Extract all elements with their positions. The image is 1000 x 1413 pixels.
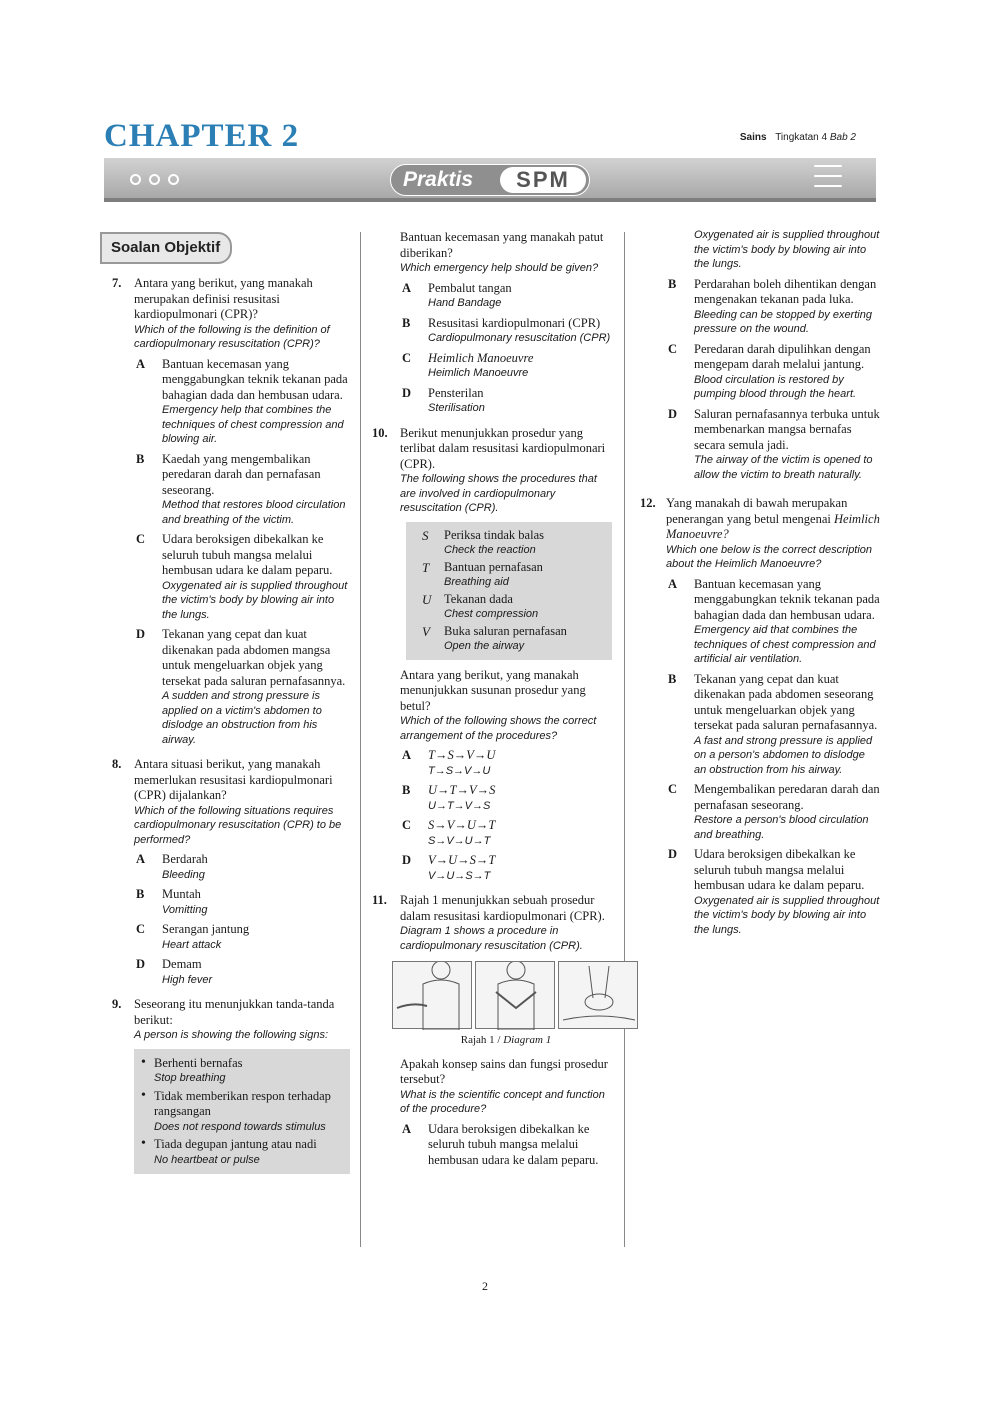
banner-dots [130, 174, 179, 185]
question-text-ms-main: Yang manakah di bawah merupakan penerangan yang betul mengenai [666, 496, 848, 526]
option-a-continued[interactable] [666, 228, 880, 272]
option-text-en: Restore a person's blood circulation and breathing. [694, 814, 869, 841]
option-d[interactable] [400, 853, 612, 883]
sign-text-ms: • Tiada degupan jantung atau nadi [154, 1137, 317, 1151]
option-a[interactable] [400, 748, 612, 778]
step-text-ms: Buka saluran pernafasan [444, 623, 567, 638]
option-text-en: Blood circulation is restored by pumping blood through the heart. [694, 373, 857, 400]
option-text-ms: Saluran pernafasannya terbuka untuk membenarkan mangsa bernafas secara semula jadi. [694, 406, 880, 452]
option-letter: C [136, 532, 146, 546]
cpr-diagram [392, 961, 640, 1029]
option-text-en: Heimlich Manoeuvre [428, 367, 529, 379]
option-text-en: S→V→U→T [428, 834, 491, 847]
option-letter: C [668, 341, 678, 356]
question-number: 9. [112, 997, 122, 1011]
option-text-en: Oxygenated air is supplied throughout the victim's body by blowing air into the lungs. [162, 579, 348, 621]
option-text-ms: Pembalut tangan [428, 280, 512, 295]
sign-text-ms: • Berhenti bernafas [154, 1055, 243, 1070]
option-letter: B [402, 315, 411, 330]
step-letter: S [422, 527, 429, 543]
section-title: Soalan Objektif [100, 232, 232, 264]
question-ask-ms: Apakah konsep sains dan fungsi prosedur tersebut? [400, 1056, 608, 1086]
option-letter: A [402, 1121, 412, 1136]
option-letter: B [668, 671, 677, 686]
option-letter: B [136, 451, 145, 466]
option-a[interactable] [134, 357, 350, 447]
option-text-en: Vomitting [162, 903, 208, 916]
diagram-panel-check-icon [392, 961, 472, 1029]
option-text-ms: Udara beroksigen dibekalkan ke seluruh tubuh mangsa melalui hembusan udara ke dalam peparu. [162, 532, 333, 577]
question-text-ms: Berikut menunjukkan prosedur yang terlibat dalam resusitasi kardiopulmonari (CPR). [400, 425, 606, 471]
option-text-ms: Tekanan yang cepat dan kuat dikenakan pada abdomen mangsa untuk mengeluarkan objek yang tersekat pada saluran pernafasannya. [162, 627, 346, 688]
spm-label: SPM [500, 167, 586, 193]
question-text-ms: Antara yang berikut, yang manakah merupakan definisi resusitasi kardiopulmonari (CPR)? [134, 276, 313, 321]
option-letter: C [402, 350, 412, 365]
signs-box [134, 1049, 350, 1175]
option-b[interactable] [134, 452, 350, 528]
option-text-ms: U→T→V→S [428, 783, 496, 797]
option-text-ms: Resusitasi kardiopulmonari (CPR) [428, 315, 601, 330]
column-divider [624, 232, 625, 1247]
step-text-en: Open the airway [444, 640, 525, 652]
diagram-panel-position-icon [475, 961, 555, 1029]
praktis-label: Praktis [403, 168, 474, 191]
question-9-continued [372, 230, 612, 416]
column-1 [112, 276, 350, 1184]
question-number: 11. [372, 893, 387, 907]
question-11 [372, 893, 612, 1168]
question-ask-ms: Bantuan kecemasan yang manakah patut diberikan? [400, 230, 604, 260]
option-text-ms: Tekanan yang cepat dan kuat dikenakan pada abdomen seseorang untuk mengeluarkan objek yang tersekat pada saluran pernafasannya. [694, 671, 878, 732]
option-c[interactable] [134, 532, 350, 622]
sign-item [154, 1056, 342, 1086]
option-text-ms: V→U→S→T [428, 853, 496, 867]
option-text-en: Cardiopulmonary resuscitation (CPR) [428, 332, 611, 344]
option-text-ms: Peredaran darah dipulihkan dengan mengepam darah melalui jantung. [694, 341, 871, 371]
step-text-en: Check the reaction [444, 544, 536, 556]
question-ask-en: What is the scientific concept and function of the procedure? [400, 1088, 605, 1115]
option-d[interactable] [134, 627, 350, 747]
step-text-en: Chest compression [444, 608, 539, 620]
page-number: 2 [482, 1279, 488, 1293]
option-text-ms: Berdarah [162, 852, 208, 866]
question-8 [112, 757, 350, 987]
option-letter: C [136, 922, 146, 936]
caption-en: Diagram 1 [503, 1034, 552, 1046]
sign-item [154, 1089, 342, 1135]
option-letter: D [402, 385, 412, 400]
option-letter: A [402, 280, 412, 295]
question-ask-en: Which of the following shows the correct arrangement of the procedures? [400, 715, 597, 742]
question-text-ms: Rajah 1 menunjukkan sebuah prosedur dalam resusitasi kardiopulmonari (CPR). [400, 893, 605, 923]
question-11-continued [640, 228, 880, 482]
option-text-ms: Perdarahan boleh dihentikan dengan mengenakan tekanan pada luka. [694, 276, 877, 306]
option-text-en: U→T→V→S [428, 799, 491, 812]
option-a[interactable] [134, 852, 350, 882]
option-text-ms: Demam [162, 957, 202, 971]
praktis-spm-badge [390, 164, 590, 196]
option-text-en: Oxygenated air is supplied throughout the victim's body by blowing air into the lungs. [694, 229, 880, 270]
option-d[interactable] [400, 386, 612, 416]
praktis-spm-banner [104, 158, 876, 202]
option-letter: A [136, 356, 146, 371]
question-text-en: Which one below is the correct description about the Heimlich Manoeuvre? [666, 543, 873, 570]
option-text-en: Heart attack [162, 938, 222, 951]
question-ask-ms: Antara yang berikut, yang manakah menunjukkan susunan prosedur yang betul? [400, 667, 586, 713]
option-text-ms: Bantuan kecemasan yang menggabungkan teknik tekanan pada bahagian dada dan hembusan udara. [694, 576, 880, 622]
option-text-en: Hand Bandage [428, 297, 502, 309]
option-text-ms: Mengembalikan peredaran darah dan pernafasan seseorang. [694, 782, 880, 812]
option-d[interactable] [666, 847, 880, 937]
option-text-en: Emergency help that combines the techniques of chest compression and blowing air. [162, 404, 344, 445]
question-7 [112, 276, 350, 747]
question-text-en: Diagram 1 shows a procedure in cardiopulmonary resuscitation (CPR). [400, 925, 583, 952]
question-text-ms: Antara situasi berikut, yang manakah memerlukan resusitasi kardiopulmonari (CPR) dijalankan? [134, 757, 333, 802]
option-letter: C [668, 782, 678, 796]
step-letter: U [422, 591, 432, 607]
option-text-ms: Kaedah yang mengembalikan peredaran darah dan pernafasan seseorang. [162, 451, 321, 497]
step-text-ms: Bantuan pernafasan [444, 559, 543, 574]
option-text-en: Oxygenated air is supplied throughout the victim's body by blowing air into the lungs. [694, 894, 880, 936]
procedure-step [416, 528, 606, 558]
diagram-panel-compression-icon [558, 961, 638, 1029]
option-text-en: Method that restores blood circulation and breathing of the victim. [162, 499, 346, 526]
question-number: 7. [112, 276, 122, 290]
question-9 [112, 997, 350, 1174]
option-letter: A [402, 748, 412, 762]
option-c[interactable] [666, 782, 880, 842]
option-b[interactable] [134, 887, 350, 917]
question-text-ms: Seseorang itu menunjukkan tanda-tanda berikut: [134, 997, 335, 1027]
option-d[interactable] [666, 407, 880, 483]
question-number: 8. [112, 757, 122, 771]
question-12 [640, 496, 880, 937]
option-a[interactable] [400, 1122, 612, 1169]
option-text-en: Emergency aid that combines the techniques of chest compression and artificial air ventilation. [694, 624, 876, 665]
sign-text-en: Does not respond towards stimulus [154, 1120, 326, 1133]
question-text-en: A person is showing the following signs: [134, 1029, 329, 1041]
question-text-ms-italic: Heimlich Manoeuvre? [666, 511, 880, 541]
option-c[interactable] [134, 922, 350, 952]
question-text-ms [666, 496, 880, 543]
step-letter: V [422, 623, 430, 639]
option-b[interactable] [666, 672, 880, 778]
dot-icon [149, 174, 160, 185]
option-text-ms: Udara beroksigen dibekalkan ke seluruh tubuh mangsa melalui hembusan udara ke dalam peparu. [694, 847, 865, 892]
question-number: 12. [640, 496, 656, 510]
step-text-en: Breathing aid [444, 576, 509, 588]
step-text-ms: Tekanan dada [444, 591, 513, 606]
option-b[interactable] [400, 316, 612, 346]
option-letter: A [668, 576, 678, 591]
question-text-en: The following shows the procedures that are involved in cardiopulmonary resuscitation (CPR). [400, 473, 597, 514]
option-a[interactable] [666, 577, 880, 667]
option-c[interactable] [666, 342, 880, 402]
option-letter: B [136, 887, 145, 901]
option-b[interactable] [666, 277, 880, 337]
option-letter: D [136, 627, 146, 641]
option-letter: B [668, 276, 677, 291]
option-letter: D [668, 406, 678, 421]
menu-lines-icon [814, 165, 842, 195]
option-text-ms: Serangan jantung [162, 922, 250, 936]
question-ask-en: Which emergency help should be given? [400, 262, 599, 274]
option-a[interactable] [400, 281, 612, 311]
option-text-ms: Pensterilan [428, 385, 484, 400]
option-letter: D [668, 847, 678, 861]
header-subject [740, 132, 856, 143]
option-letter: D [136, 957, 146, 971]
procedure-step [416, 560, 606, 590]
option-text-ms: S→V→U→T [428, 818, 496, 832]
step-text-ms: Periksa tindak balas [444, 527, 544, 542]
caption-ms: Rajah 1 / [460, 1034, 501, 1046]
option-c[interactable] [400, 818, 612, 848]
procedure-step [416, 624, 606, 654]
option-text-en: V→U→S→T [428, 869, 491, 882]
question-10 [372, 426, 612, 884]
option-text-ms: Udara beroksigen dibekalkan ke seluruh tubuh mangsa melalui hembusan udara ke dalam peparu. [428, 1121, 599, 1167]
level-label: Tingkatan 4 [775, 132, 828, 143]
sign-text-en: Stop breathing [154, 1072, 226, 1084]
procedure-step [416, 592, 606, 622]
dot-icon [168, 174, 179, 185]
option-b[interactable] [400, 783, 612, 813]
question-number: 10. [372, 425, 388, 440]
option-text-en: Bleeding can be stopped by exerting pressure on the wound. [694, 308, 872, 335]
column-divider [360, 232, 361, 1247]
option-d[interactable] [134, 957, 350, 987]
diagram-caption [400, 1033, 612, 1049]
option-text-en: A fast and strong pressure is applied on a person's abdomen to dislodge an obstruction from his airway. [694, 734, 873, 776]
dot-icon [130, 174, 141, 185]
column-3 [640, 228, 880, 947]
option-text-en: Bleeding [162, 868, 205, 881]
option-text-en: T→S→V→U [428, 764, 491, 777]
option-letter: A [136, 852, 146, 866]
option-text-en: A sudden and strong pressure is applied on a victim's abdomen to dislodge an obstruction from his airway. [162, 690, 322, 746]
option-text-ms: Muntah [162, 887, 201, 901]
option-text-en: The airway of the victim is opened to allow the victim to breath naturally. [694, 454, 873, 481]
option-c[interactable] [400, 351, 612, 381]
step-letter: T [422, 559, 430, 575]
sign-text-en: No heartbeat or pulse [154, 1153, 260, 1166]
sign-text-ms: • Tidak memberikan respon terhadap rangsangan [154, 1088, 331, 1118]
sign-item [154, 1137, 342, 1167]
option-letter: D [402, 853, 412, 867]
bab-label: Bab 2 [829, 132, 856, 143]
option-letter: C [402, 818, 412, 832]
column-2 [372, 230, 612, 1178]
question-text-en: Which of the following situations requires cardiopulmonary resuscitation (CPR) to be performed? [134, 804, 342, 846]
procedure-box [406, 522, 612, 660]
chapter-title: CHAPTER 2 [104, 118, 300, 154]
option-text-ms: Heimlich Manoeuvre [428, 350, 534, 365]
question-text-en: Which of the following is the definition of cardiopulmonary resuscitation (CPR)? [134, 323, 330, 350]
option-letter: B [402, 783, 411, 797]
option-text-ms: Bantuan kecemasan yang menggabungkan teknik tekanan pada bahagian dada dan hembusan udara. [162, 356, 348, 402]
option-text-en: High fever [162, 973, 213, 986]
subject-label: Sains [739, 132, 767, 143]
option-text-ms: T→S→V→U [428, 748, 496, 762]
option-text-en: Sterilisation [428, 402, 485, 414]
